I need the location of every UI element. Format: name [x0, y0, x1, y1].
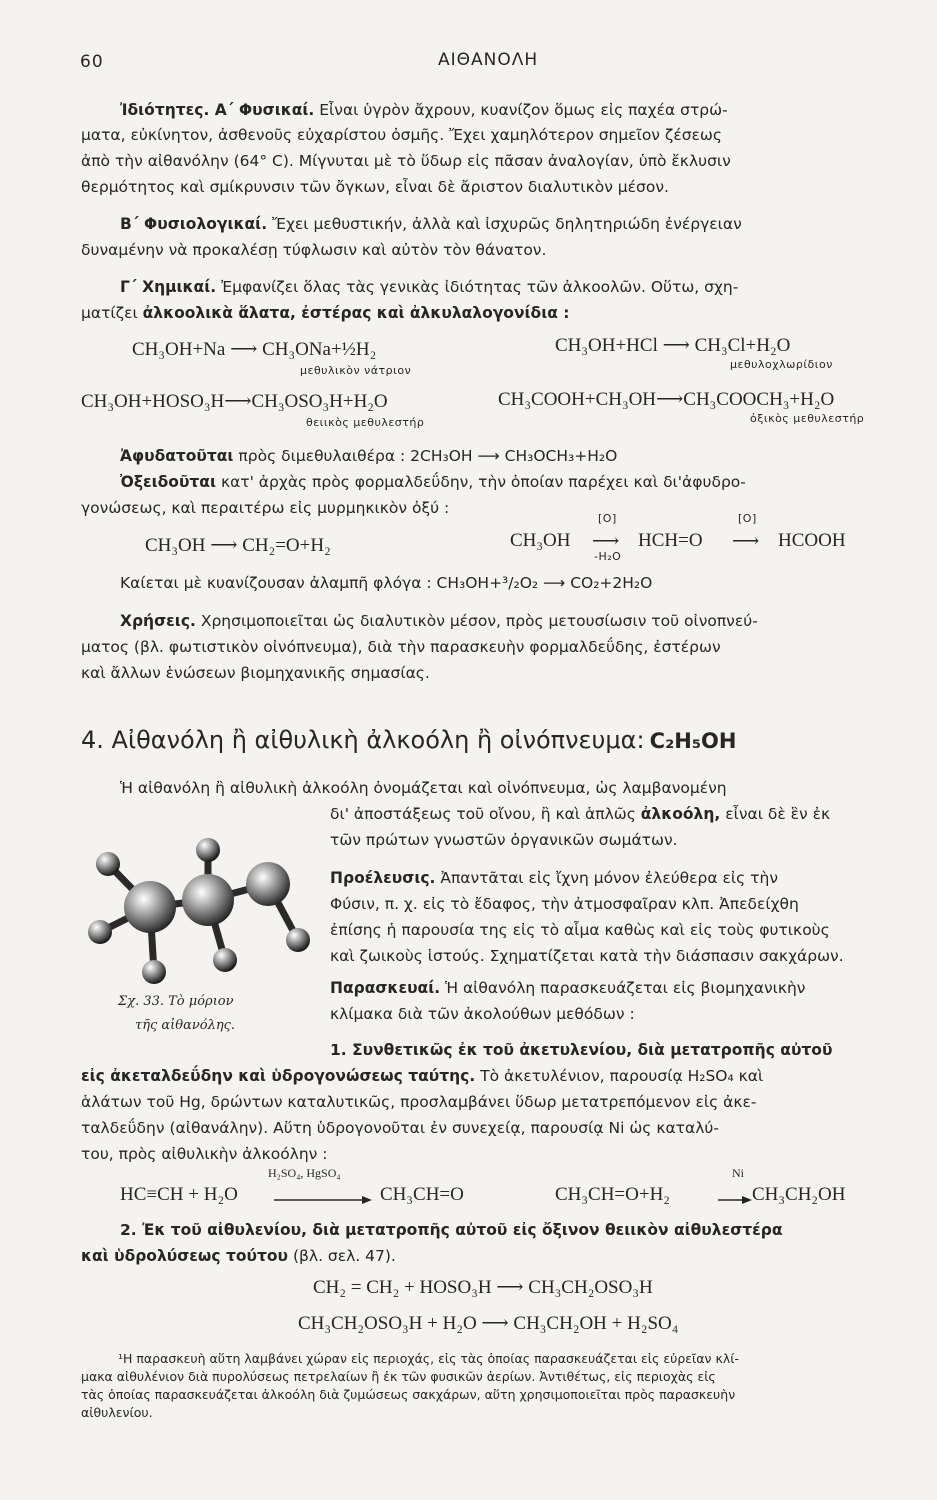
hydrogen-atom	[196, 838, 220, 862]
uses-paragraph	[120, 611, 758, 632]
method1-line-1	[81, 1066, 763, 1087]
origin-line-1: Ἀπαντᾶται εἰς ἴχνη μόνον ἐλεύθερα εἰς τὴν	[440, 869, 778, 887]
combustion-line: Καίεται μὲ κυανίζουσαν ἀλαμπῆ φλόγα : CH₃OH+³/₂O₂ ⟶ CO₂+2H₂O	[120, 574, 653, 592]
reaction-hcl-label: μεθυλοχλωρίδιον	[730, 358, 833, 371]
method1-eq2-arrow	[718, 1194, 754, 1206]
intro-line-2-end: εἶναι δὲ ἓν ἐκ	[725, 805, 831, 823]
origin-label: Προέλευσις.	[330, 869, 436, 887]
footnote-line-4: αἰθυλενίου.	[81, 1405, 153, 1420]
intro-line-3: τῶν πρώτων γνωστῶν ὀργανικῶν σωμάτων.	[330, 831, 678, 849]
chemical-line-2	[81, 303, 570, 324]
intro-line-2-text: δι' ἀποστάξεως τοῦ οἴνου, ἢ καὶ ἁπλῶς	[330, 805, 636, 823]
oxidation-paragraph	[120, 472, 746, 493]
section-heading	[81, 726, 736, 754]
reaction-sodium-label: μεθυλικὸν νάτριον	[300, 364, 412, 377]
reaction-acetic: CH₃COOH+CH₃OH⟶CH₃COOCH₃+H₂O	[498, 389, 835, 410]
origin-line-4: καὶ ζωικοὺς ἱστούς. Σχηματίζεται κατὰ τὴν διάσπασιν σακχάρων.	[330, 947, 844, 965]
oxidation-eq-2-arrow-1: ⟶	[592, 531, 620, 552]
uses-label: Χρήσεις.	[120, 612, 196, 630]
method2-line-2	[81, 1246, 396, 1267]
figure-caption-line-2: τῆς αἰθανόλης.	[135, 1018, 236, 1033]
reaction-sulfuric: CH₃OH+HOSO₃H⟶CH₃OSO₃H+H₂O	[81, 391, 388, 412]
chemical-line-1: Ἐμφανίζει ὅλας τὰς γενικὰς ἰδιότητας τῶν ἀλκοολῶν. Οὕτω, σχη-	[221, 278, 739, 296]
method1-eq1-right: CH₃CH=O	[380, 1184, 464, 1205]
method2-title-line-2: καὶ ὑδρολύσεως τούτου	[81, 1247, 289, 1265]
chemical-paragraph	[120, 277, 738, 298]
method1-eq1-catalyst: H₂SO₄, HgSO₄	[268, 1166, 341, 1180]
origin-line-3: ἐπίσης ἡ παρουσία της εἰς τὸ αἷμα καθὼς καὶ εἰς τοὺς φυτικοὺς	[330, 921, 830, 939]
preparation-line-1: Ἡ αἰθανόλη παρασκευάζεται εἰς βιομηχανικὴν	[445, 979, 806, 997]
origin-paragraph	[330, 868, 778, 889]
method1-eq1-left: HC≡CH + H₂O	[120, 1184, 238, 1205]
page-title: ΑΙΘΑΝΟΛΗ	[438, 50, 539, 70]
section-heading-formula: C₂H₅OH	[649, 729, 737, 753]
ethanol-molecule-figure	[80, 822, 325, 1002]
preparation-paragraph	[330, 978, 805, 999]
carbon-atom	[124, 881, 176, 933]
footnote-line-1: ¹Η παρασκευὴ αὕτη λαμβάνει χώραν εἰς περιοχάς, εἰς τὰς ὁποίας παρασκευάζεται εἰς εὐρεῖαν κλί-	[118, 1351, 739, 1366]
dehydration-line	[120, 446, 617, 467]
reaction-sulfuric-label: θειικὸς μεθυλεστήρ	[306, 416, 425, 429]
physical-line-4: θερμότητος καὶ σμίκρυνσιν τῶν ὄγκων, εἶναι δὲ ἄριστον διαλυτικὸν μέσον.	[81, 178, 669, 196]
reaction-sodium: CH₃OH+Na ⟶ CH₃ONa+½H₂	[132, 339, 377, 360]
uses-line-3: καὶ ἄλλων ἑνώσεων βιομηχανικῆς σημασίας.	[81, 664, 430, 682]
physical-line-2: ματα, εὐκίνητον, ἀσθενοῦς εὐχαρίστου ὀσμῆς. Ἔχει χαμηλότερον σημεῖον ζέσεως	[81, 126, 722, 144]
method2-eq-1: CH₂ = CH₂ + HOSO₃H ⟶ CH₃CH₂OSO₃H	[313, 1277, 653, 1298]
oxidation-eq-2-oxidant-2: [O]	[738, 512, 757, 525]
uses-line-2: ματος (βλ. φωτιστικὸν οἰνόπνευμα), διὰ τὴν παρασκευὴν φορμαλδεΰδης, ἐστέρων	[81, 638, 721, 656]
preparation-label: Παρασκευαί.	[330, 979, 441, 997]
method2-eq-2: CH₃CH₂OSO₃H + H₂O ⟶ CH₃CH₂OH + H₂SO₄	[298, 1313, 679, 1334]
hydrogen-atom	[88, 920, 112, 944]
method1-title-line-1: 1. Συνθετικῶς ἐκ τοῦ ἀκετυλενίου, διὰ μετατροπῆς αὐτοῦ	[330, 1041, 833, 1059]
uses-line-1: Χρησιμοποιεῖται ὡς διαλυτικὸν μέσον, πρὸς μετουσίωσιν τοῦ οἰνοπνεύ-	[200, 612, 758, 630]
method1-eq2-catalyst: Ni	[732, 1166, 744, 1180]
method2-title-line-1: 2. Ἐκ τοῦ αἰθυλενίου, διὰ μετατροπῆς αὐτοῦ εἰς ὄξινον θειικὸν αἰθυλεστέρα	[120, 1221, 783, 1239]
method1-line-4: του, πρὸς αἰθυλικὴν ἀλκοόλην :	[81, 1145, 328, 1163]
oxidation-eq-1: CH₃OH ⟶ CH₂=O+H₂	[145, 535, 331, 556]
footnote-line-2: μακα αἰθυλένιον διὰ πυρολύσεως πετρελαίων ἢ ἐκ τῶν φυσικῶν ἀερίων. Ἀντιθέτως, εἰς περιοχὰς εἰς	[81, 1369, 716, 1384]
oxygen-atom	[246, 862, 290, 906]
oxidation-label: Ὀξειδοῦται	[120, 473, 216, 491]
intro-line-2	[330, 804, 830, 825]
oxidation-eq-2-oxidant-1: [O]	[598, 512, 617, 525]
intro-line-2-bold: ἀλκοόλη,	[640, 805, 721, 823]
oxidation-line-1: κατ' ἀρχὰς πρὸς φορμαλδεΰδην, τὴν ὁποίαν παρέχει καὶ δι'ἀφυδρο-	[220, 473, 746, 491]
method1-eq2-left: CH₃CH=O+H₂	[555, 1184, 670, 1205]
chemical-label: Γ΄ Χημικαί.	[120, 278, 217, 296]
dehydration-text: πρὸς διμεθυλαιθέρα : 2CH₃OH ⟶ CH₃OCH₃+H₂O	[238, 447, 618, 465]
oxidation-eq-2-arrow-2: ⟶	[732, 531, 760, 552]
physical-paragraph	[120, 100, 728, 121]
method1-eq2-right: CH₃CH₂OH	[752, 1184, 846, 1205]
chemical-line-2-text: ματίζει	[81, 304, 138, 322]
reaction-acetic-label: ὀξικὸς μεθυλεστήρ	[750, 412, 865, 425]
hydrogen-atom	[286, 928, 310, 952]
method2-reference: (βλ. σελ. 47).	[292, 1247, 396, 1265]
oxidation-eq-2-intermediate: HCH=O	[638, 530, 703, 551]
origin-line-2: Φύσιν, π. χ. εἰς τὸ ἔδαφος, τὴν ἀτμοσφαῖραν κλπ. Ἀπεδείχθη	[330, 895, 799, 913]
oxidation-line-2: γονώσεως, καὶ περαιτέρω εἰς μυρμηκικὸν ὀξύ :	[81, 499, 450, 517]
section-heading-text: 4. Αἰθανόλη ἢ αἰθυλικὴ ἀλκοόλη ἢ οἰνόπνευμα:	[81, 726, 645, 754]
physical-line-1: Εἶναι ὑγρὸν ἄχρουν, κυανίζον ὅμως εἰς παχέα στρώ-	[319, 101, 728, 119]
footnote-line-3: τὰς ὁποίας παρασκευάζεται ἀλκοόλη διὰ ζυμώσεως σακχάρων, αὕτη χρησιμοποιεῖται πρὸς παρασκευὴν	[81, 1387, 736, 1402]
physical-line-3: ἀπὸ τὴν αἰθανόλην (64° C). Μίγνυται μὲ τὸ ὕδωρ εἰς πᾶσαν ἀναλογίαν, ὑπὸ ἔκλυσιν	[81, 152, 731, 170]
chemical-line-2-bold: ἀλκοολικὰ ἅλατα, ἐστέρας καὶ ἀλκυλαλογονίδια :	[142, 304, 570, 322]
method1-line-2: ἁλάτων τοῦ Hg, δρώντων καταλυτικῶς, προσλαμβάνει ὕδωρ μετατρεπόμενον εἰς ἀκε-	[81, 1093, 757, 1111]
figure-caption-line-1: Σχ. 33. Τὸ μόριον	[118, 994, 234, 1009]
physiological-paragraph	[120, 214, 742, 235]
method1-eq1-arrow	[274, 1194, 374, 1206]
oxidation-eq-2-reactant: CH₃OH	[510, 530, 571, 551]
method1-line-3: ταλδεΰδην (αἰθανάλην). Αὕτη ὑδρογονοῦται ἐν συνεχείᾳ, παρουσίᾳ Ni ὡς καταλύ-	[81, 1119, 719, 1137]
physiological-label: Β΄ Φυσιολογικαί.	[120, 215, 268, 233]
hydrogen-atom	[142, 960, 166, 984]
oxidation-eq-2-water: -H₂O	[594, 550, 622, 563]
hydrogen-atom	[96, 852, 120, 876]
physiological-line-1: Ἔχει μεθυστικήν, ἀλλὰ καὶ ἰσχυρῶς δηλητηριώδη ἐνέργειαν	[272, 215, 742, 233]
physical-label: Ἰδιότητες. Α΄ Φυσικαί.	[120, 101, 315, 119]
carbon-atom	[182, 874, 234, 926]
method1-title-line-2: εἰς ἀκεταλδεΰδην καὶ ὑδρογονώσεως ταύτης.	[81, 1067, 476, 1085]
preparation-line-2: κλίμακα διὰ τῶν ἀκολούθων μεθόδων :	[330, 1005, 635, 1023]
oxidation-eq-2-product: HCOOH	[778, 530, 846, 551]
reaction-hcl: CH₃OH+HCl ⟶ CH₃Cl+H₂O	[555, 335, 791, 356]
method1-text-1: Τὸ ἀκετυλένιον, παρουσίᾳ H₂SO₄ καὶ	[480, 1067, 764, 1085]
page-number: 60	[80, 52, 104, 72]
intro-line-1: Ἡ αἰθανόλη ἢ αἰθυλικὴ ἀλκοόλη ὀνομάζεται καὶ οἰνόπνευμα, ὡς λαμβανομένη	[120, 779, 727, 797]
hydrogen-atom	[213, 948, 237, 972]
dehydration-label: Ἀφυδατοῦται	[120, 447, 234, 465]
physiological-line-2: δυναμένην νὰ προκαλέσῃ τύφλωσιν καὶ αὐτὸν τὸν θάνατον.	[81, 241, 547, 259]
